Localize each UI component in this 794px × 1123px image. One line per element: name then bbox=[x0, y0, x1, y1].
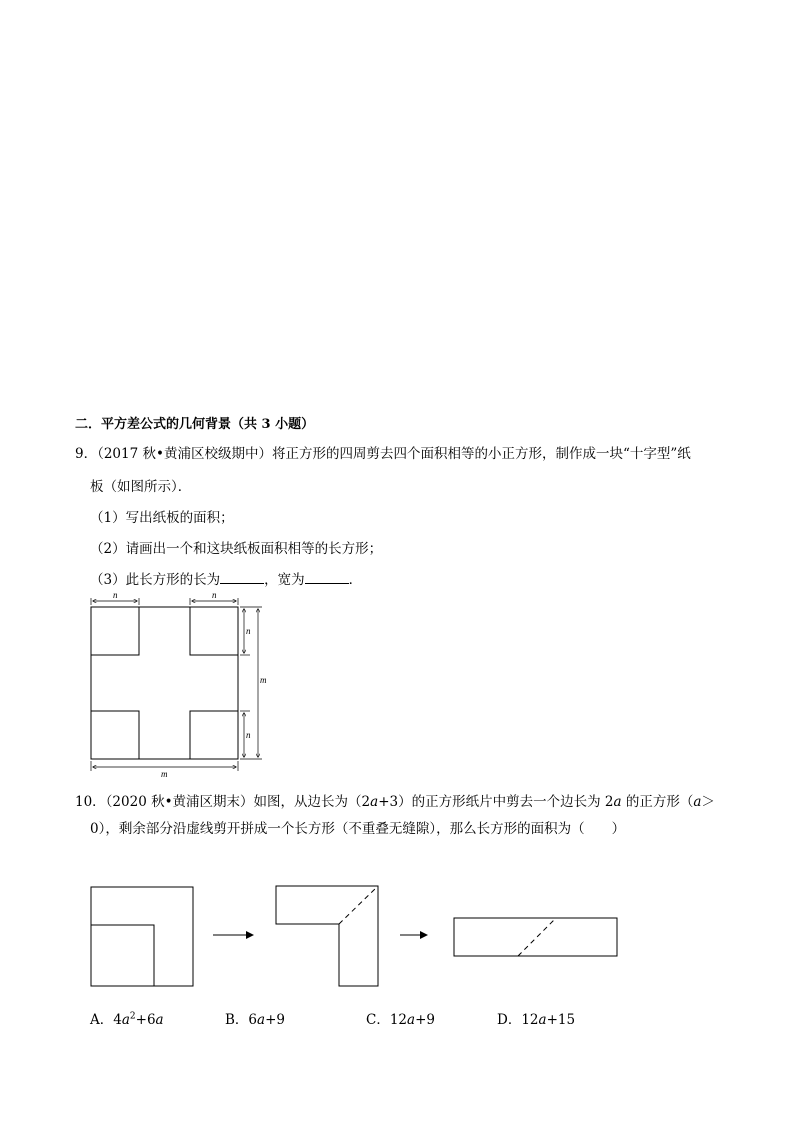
label-n-top-left: n bbox=[113, 590, 118, 600]
choice-b[interactable]: B．6a+9 bbox=[225, 1012, 285, 1028]
choice-a-letter: A． bbox=[90, 1012, 114, 1028]
q9-part2: （2）请画出一个和这块纸板面积相等的长方形； bbox=[90, 541, 383, 557]
q10-text-a: 10．（2020 秋•黄浦区期末）如图，从边长为（2 bbox=[75, 794, 371, 810]
q10-text-c: 的正方形（ bbox=[621, 794, 694, 810]
q10-text-d: ＞ bbox=[701, 794, 715, 810]
small-square-cut bbox=[91, 925, 154, 986]
choice-d[interactable]: D．12a+15 bbox=[497, 1012, 576, 1028]
label-n-right-bottom: n bbox=[246, 730, 251, 740]
q10-text-b: +3）的正方形纸片中剪去一个边长为 2 bbox=[378, 794, 614, 810]
choice-c-letter: C． bbox=[366, 1012, 390, 1028]
l-shape bbox=[276, 886, 378, 986]
choice-d-letter: D． bbox=[497, 1012, 522, 1028]
result-rectangle bbox=[454, 918, 617, 956]
big-square bbox=[91, 887, 193, 986]
q9-part3-text-b: ，宽为 bbox=[264, 572, 305, 588]
label-n-right-top: n bbox=[246, 626, 251, 636]
q9-line2: 板（如图所示）． bbox=[90, 479, 192, 495]
q10-line2: 0），剩余部分沿虚线剪开拼成一个长方形（不重叠无缝隙），那么长方形的面积为（ ） bbox=[90, 821, 626, 837]
label-m-bottom: m bbox=[161, 769, 168, 779]
q9-line1: 9．（2017 秋•黄浦区校级期中）将正方形的四周剪去四个面积相等的小正方形，制作成一块“十字型”纸 bbox=[75, 446, 691, 462]
l-shape-dashed-cut bbox=[339, 886, 378, 924]
section-heading: 二．平方差公式的几何背景（共 3 小题） bbox=[75, 417, 315, 432]
q9-part3-text-a: （3）此长方形的长为 bbox=[90, 572, 221, 588]
label-n-top-right: n bbox=[212, 590, 217, 600]
rectangle-dashed-cut bbox=[518, 918, 556, 956]
choice-b-letter: B． bbox=[225, 1012, 249, 1028]
q9-part1: （1）写出纸板的面积； bbox=[90, 510, 234, 526]
q10-var-a1: a bbox=[370, 794, 379, 810]
q9-part3-text-c: ． bbox=[348, 572, 363, 588]
q10-var-a3: a bbox=[693, 794, 702, 810]
choice-c[interactable]: C．12a+9 bbox=[366, 1012, 435, 1028]
label-m-right: m bbox=[260, 675, 267, 685]
q10-var-a2: a bbox=[613, 794, 622, 810]
choice-a[interactable]: A．$4a^2+6a$ bbox=[90, 1011, 164, 1028]
